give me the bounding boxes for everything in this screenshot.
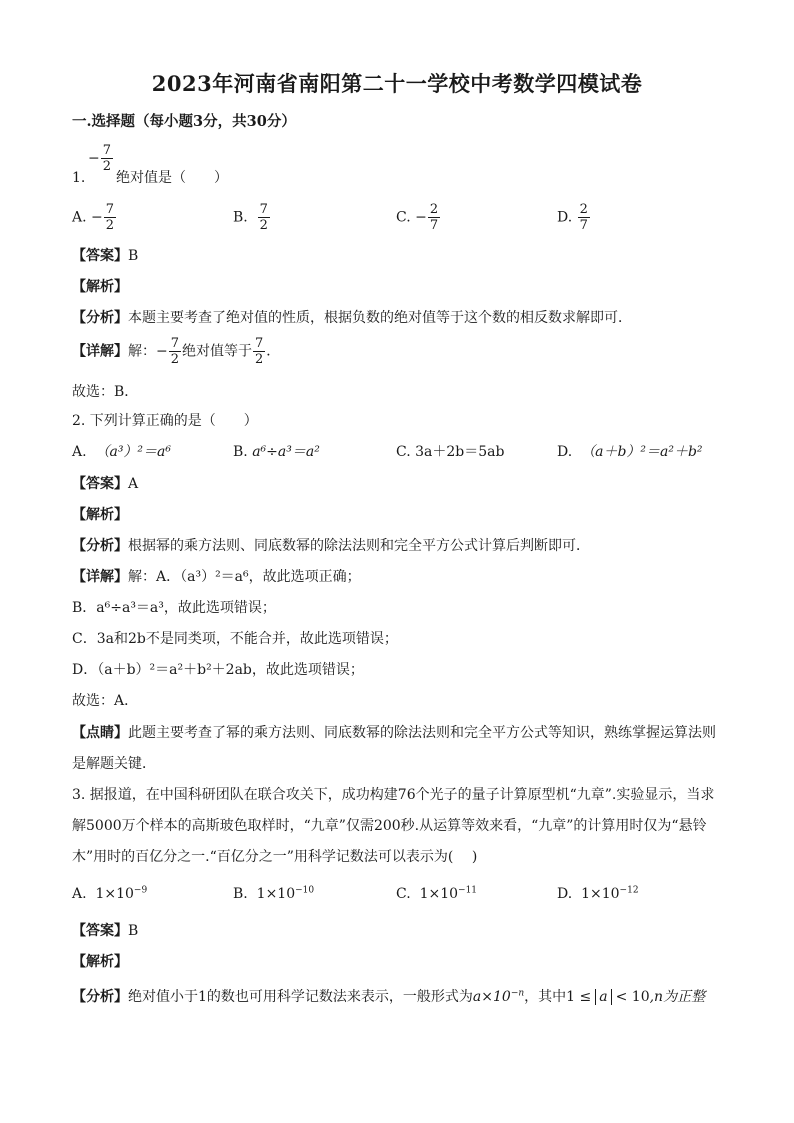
q2-option-d: D. （a＋b）²＝a²＋b²: [557, 444, 703, 460]
q1-option-d: D. $\frac{2}{7}$: [557, 202, 588, 233]
q2-detail-a: 【详解】解：A．（a³）²＝a⁶，故此选项正确；: [72, 569, 361, 585]
q1-detail: 【详解】解：− $\frac{7}{2}$ 绝对值等于 $\frac{7}{2}$ ．: [72, 336, 281, 367]
q3-option-d: D. $1\times 10^{-12}$: [557, 885, 639, 902]
q1-number: 1.: [72, 170, 86, 186]
q3-answer: 【答案】B: [72, 923, 139, 939]
q2-option-c: C. 3a＋2b＝5ab: [396, 444, 505, 460]
q2-detail-b: B．a⁶÷a³＝a³，故此选项错误；: [72, 600, 276, 616]
q3-option-c: C. $1\times 10^{-11}$: [396, 885, 478, 902]
q1-fenxi: 【分析】本题主要考查了绝对值的性质，根据负数的绝对值等于这个数的相反数求解即可．: [72, 310, 632, 326]
q3-fenxi: 【分析】绝对值小于1的数也可用科学记数法来表示，一般形式为$a\times 10^{-n}$，其中1 ≤ a < 10,n为正整: [72, 988, 706, 1005]
q1-option-c: C. − $\frac{2}{7}$: [396, 202, 439, 233]
q3-analysis-label: 【解析】: [72, 954, 128, 970]
q2-answer: 【答案】A: [72, 476, 139, 492]
q2-analysis-label: 【解析】: [72, 507, 128, 523]
q1-stem-fraction: − $\frac{7}{2}$: [88, 143, 112, 174]
q1-conclusion: 故选：B．: [72, 384, 139, 400]
q2-detail-c: C．3a和2b不是同类项，不能合并，故此选项错误；: [72, 631, 398, 647]
q3-option-b: B. $1\times 10^{-10}$: [233, 885, 315, 902]
q1-option-b: B. $\frac{7}{2}$: [233, 202, 268, 233]
q2-conclusion: 故选：A．: [72, 693, 139, 709]
q2-comment: 【点睛】此题主要考查了幂的乘方法则、同底数幂的除法法则和完全平方公式等知识，熟练掌握运算法则: [72, 725, 716, 741]
q1-answer: 【答案】B: [72, 248, 139, 264]
q2-option-b: B. a⁶÷a³＝a²: [233, 444, 320, 460]
q3-stem-line2: 解5000万个样本的高斯玻色取样时，“九章”仅需200秒.从运算等效来看，“九章”的计算用时仅为“悬铃: [72, 818, 707, 834]
q3-stem-line1: 3. 据报道，在中国科研团队在联合攻关下，成功构建76个光子的量子计算原型机“九章”.实验显示，当求: [72, 787, 715, 803]
q2-comment-cont: 是解题关键．: [72, 756, 156, 772]
section-heading: 一.选择题（每小题3分，共30分）: [72, 113, 296, 130]
q1-stem-text: 绝对值是（ ）: [116, 170, 228, 186]
page-title: 2023年河南省南阳第二十一学校中考数学四模试卷: [151, 71, 643, 96]
q3-option-a: A. $1\times 10^{-9}$: [72, 885, 148, 902]
q1-analysis-label: 【解析】: [72, 279, 128, 295]
q2-detail-d: D．（a＋b）²＝a²＋b²＋2ab，故此选项错误；: [72, 662, 364, 678]
q2-fenxi: 【分析】根据幂的乘方法则、同底数幂的除法法则和完全平方公式计算后判断即可．: [72, 538, 590, 554]
q2-option-a: A. （a³）²＝a⁶: [72, 444, 171, 460]
q1-option-a: A. − $\frac{7}{2}$: [72, 202, 115, 233]
q2-stem: 2. 下列计算正确的是（ ）: [72, 413, 258, 429]
q3-stem-line3: 木”用时的百亿分之一.“百亿分之一”用科学记数法可以表示为( ): [72, 849, 478, 865]
